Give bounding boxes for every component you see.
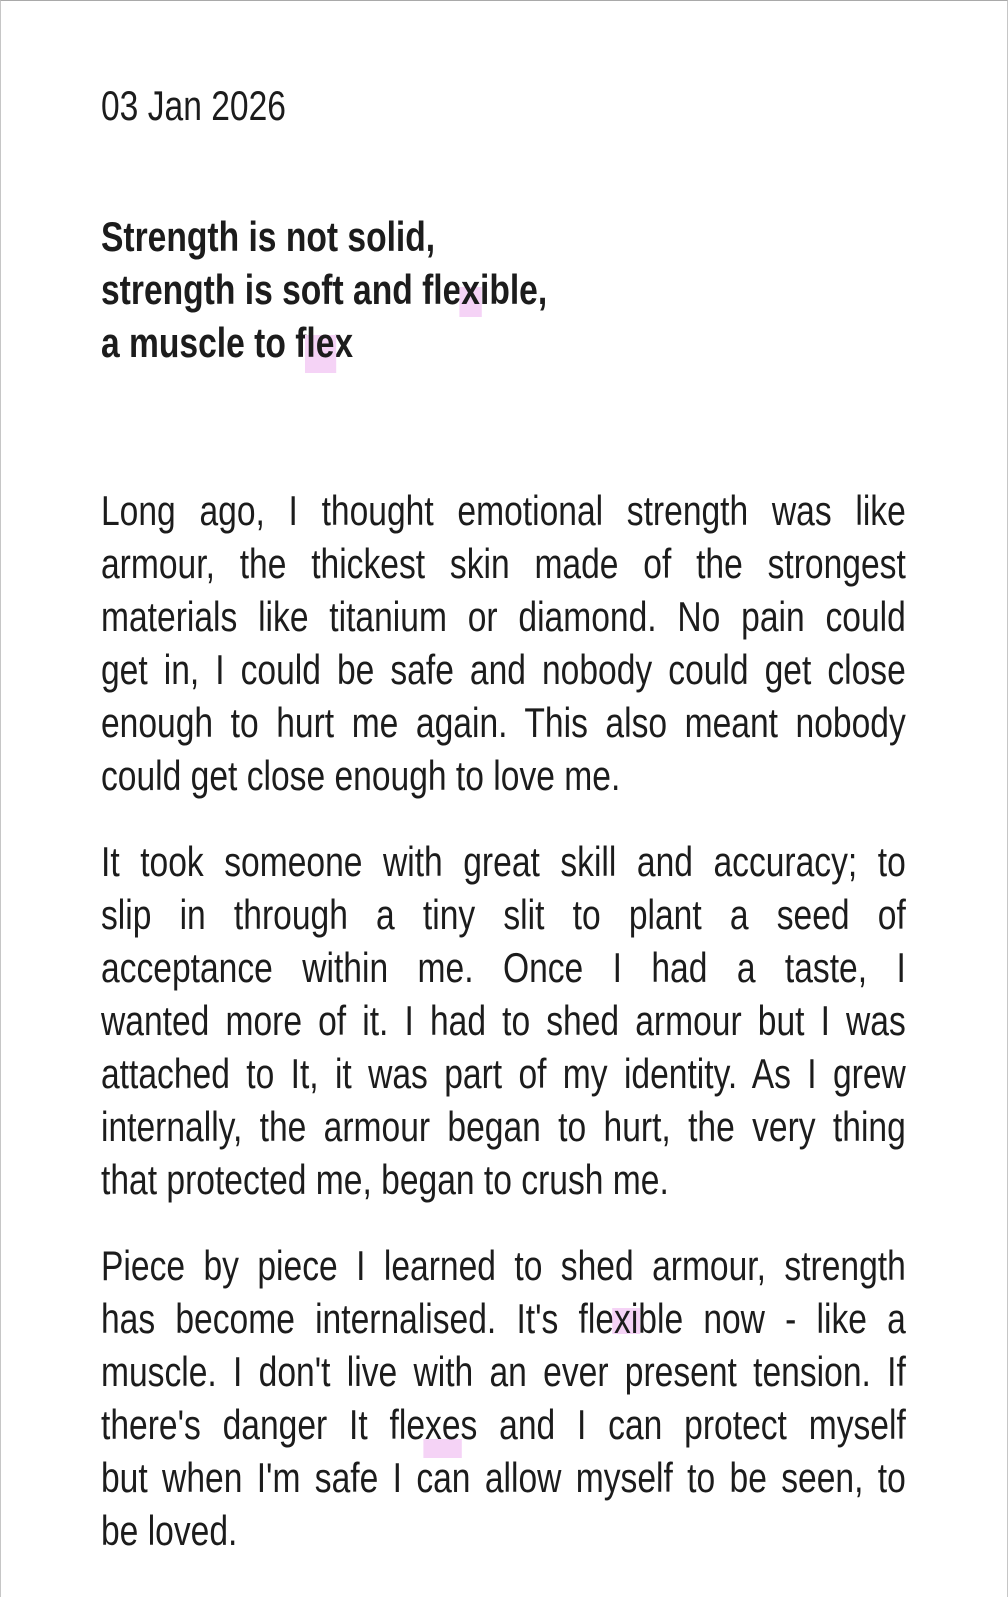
text-segment: but when I'm safe I can allow myself to be seen, to <box>101 1454 906 1501</box>
text-segment: ble now - like a <box>638 1295 906 1342</box>
body-line <box>101 1100 906 1153</box>
body-line <box>101 888 906 941</box>
note-text-column <box>101 79 906 1557</box>
text-segment: acceptance within me. Once I had a taste, I <box>101 944 906 991</box>
body-line <box>101 643 906 696</box>
body-line <box>101 1239 906 1292</box>
text-segment: materials like titanium or diamond. No pain could <box>101 593 906 640</box>
text-segment: attached to It, it was part of my identity. As I grew <box>101 1050 906 1097</box>
note-body <box>101 484 906 1557</box>
note-title <box>101 210 906 369</box>
body-line <box>101 537 906 590</box>
text-segment: Piece by piece I learned to shed armour, strength <box>101 1242 906 1289</box>
text-segment: slip in through a tiny slit to plant a seed of <box>101 891 906 938</box>
note-content[interactable] <box>1 1 1007 1557</box>
text-segment: x <box>334 319 354 366</box>
body-paragraph <box>101 484 906 802</box>
text-segment: enough to hurt me again. This also meant nobody <box>101 699 906 746</box>
text-segment: could get close enough to love me. <box>101 752 621 799</box>
body-paragraph <box>101 835 906 1206</box>
title-line <box>101 210 906 263</box>
body-line <box>101 1398 906 1451</box>
body-line <box>101 1292 906 1345</box>
body-line <box>101 1451 906 1504</box>
body-line <box>101 590 906 643</box>
text-segment: muscle. I don't live with an ever present tension. If <box>101 1348 906 1395</box>
text-segment: Strength is not solid, <box>101 213 436 260</box>
note-date: 03 Jan 2026 <box>101 82 286 129</box>
text-segment: be loved. <box>101 1507 238 1554</box>
text-segment: strength is soft and fle <box>101 266 462 313</box>
text-highlight: le <box>306 319 335 366</box>
body-line <box>101 696 906 749</box>
text-segment: wanted more of it. I had to shed armour but I was <box>101 997 906 1044</box>
body-line <box>101 1345 906 1398</box>
title-line <box>101 263 906 316</box>
text-highlight: x <box>461 266 480 313</box>
body-line <box>101 994 906 1047</box>
text-highlight: xi <box>614 1295 639 1342</box>
text-segment: a muscle to f <box>101 319 307 366</box>
body-line <box>101 941 906 994</box>
text-segment: that protected me, began to crush me. <box>101 1156 669 1203</box>
text-segment: has become internalised. It's fle <box>101 1295 615 1342</box>
body-paragraph <box>101 1239 906 1557</box>
text-segment: ible, <box>479 266 548 313</box>
text-segment: s and I can protect myself <box>460 1401 906 1448</box>
body-line <box>101 1047 906 1100</box>
text-segment: Long ago, I thought emotional strength was like <box>101 487 906 534</box>
text-segment: there's danger It fle <box>101 1401 426 1448</box>
body-line <box>101 1504 906 1557</box>
body-line <box>101 749 906 802</box>
body-line <box>101 1153 906 1206</box>
body-line <box>101 484 906 537</box>
title-line <box>101 316 906 369</box>
text-highlight: xe <box>425 1401 461 1448</box>
text-segment: get in, I could be safe and nobody could get close <box>101 646 906 693</box>
body-line <box>101 835 906 888</box>
text-segment: armour, the thickest skin made of the strongest <box>101 540 906 587</box>
text-segment: internally, the armour began to hurt, the very thing <box>101 1103 906 1150</box>
text-segment: It took someone with great skill and accuracy; to <box>101 838 906 885</box>
